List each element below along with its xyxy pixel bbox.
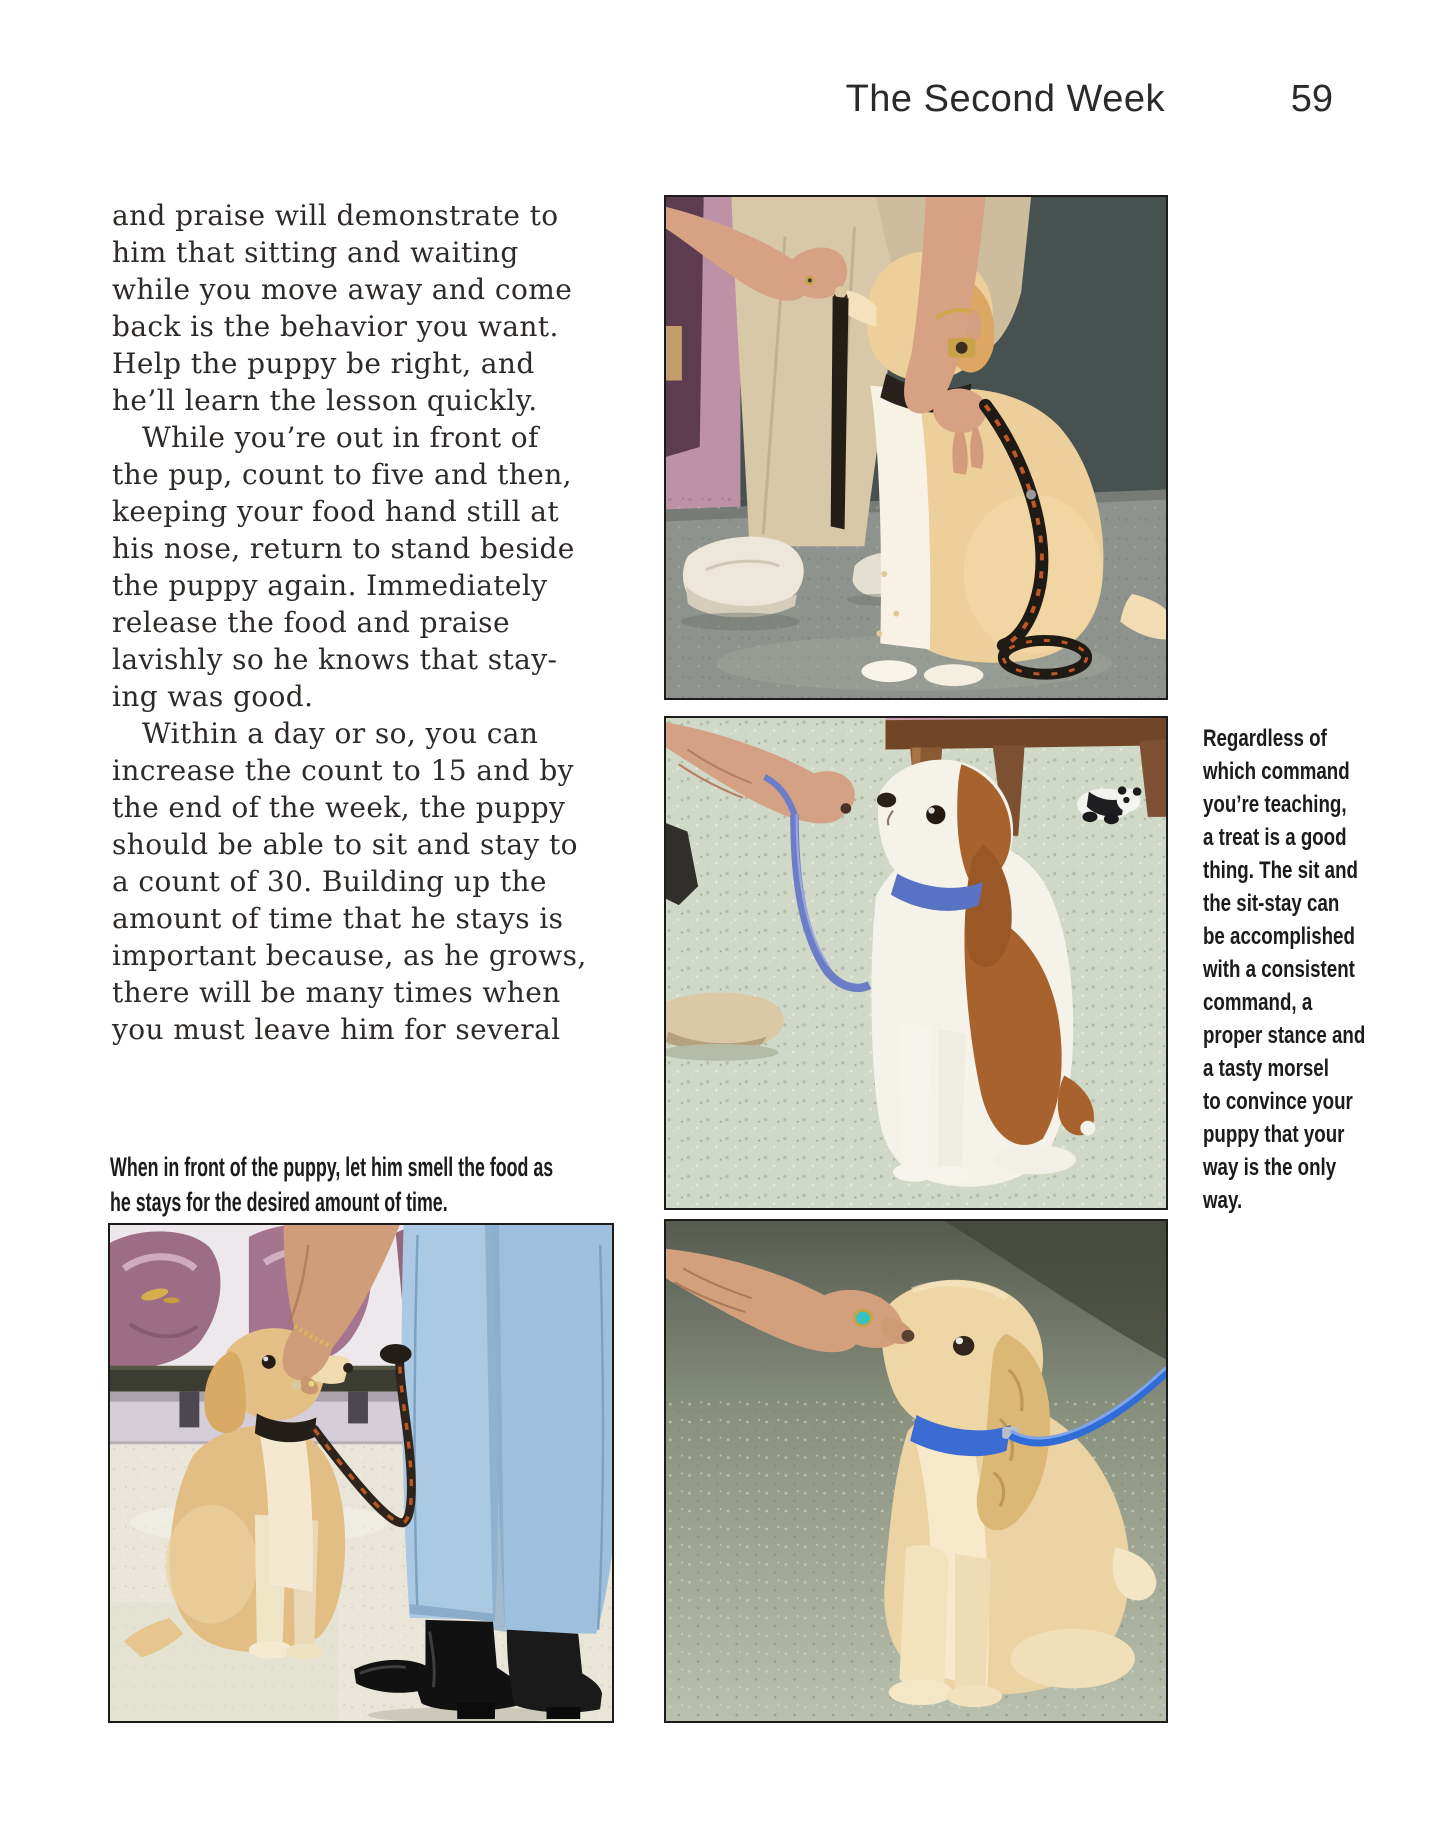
text-line: you must leave him for several (112, 1013, 561, 1046)
text-line: there will be many times when (112, 976, 561, 1009)
text-line: keeping your food hand still at (112, 495, 560, 528)
text-line: you’re teaching, (1203, 791, 1347, 818)
text-line: he stays for the desired amount of time. (110, 1187, 448, 1217)
text-line: to convince your (1203, 1088, 1353, 1115)
text-line: back is the behavior you want. (112, 310, 559, 343)
text-line: When in front of the puppy, let him smell the food as (110, 1152, 554, 1182)
paragraph (112, 197, 632, 419)
photo-bottom-left (108, 1223, 614, 1723)
text-line: a treat is a good (1203, 824, 1347, 851)
text-line: the pup, count to five and then, (112, 458, 572, 491)
text-line: command, a (1203, 989, 1313, 1016)
text-line: a count of 30. Building up the (112, 865, 547, 898)
text-line: ing was good. (112, 680, 314, 713)
text-line: he’ll learn the lesson quickly. (112, 384, 538, 417)
photo-bottom-right (664, 1219, 1168, 1723)
sidebar-note (1203, 722, 1382, 1217)
text-line: increase the count to 15 and by (112, 754, 574, 787)
page-number: 59 (1290, 78, 1333, 120)
text-line: While you’re out in front of (142, 421, 539, 454)
text-line: should be able to sit and stay to (112, 828, 578, 861)
running-header: The Second Week (845, 78, 1165, 120)
photo-caption (110, 1150, 618, 1220)
photo-top-right (664, 195, 1168, 700)
text-line: Within a day or so, you can (142, 717, 539, 750)
text-line: be accomplished (1203, 923, 1355, 950)
text-line: Regardless of (1203, 725, 1327, 752)
text-line: lavishly so he knows that stay- (112, 643, 558, 676)
text-line: release the food and praise (112, 606, 510, 639)
text-line: the sit-stay can (1203, 890, 1340, 917)
text-line: the end of the week, the puppy (112, 791, 566, 824)
text-line: way is the only (1203, 1154, 1337, 1181)
paragraph (112, 715, 632, 1048)
photo-middle-right (664, 716, 1168, 1210)
text-line: a tasty morsel (1203, 1055, 1329, 1082)
text-line: with a consistent (1203, 956, 1355, 983)
text-line: his nose, return to stand beside (112, 532, 575, 565)
text-line: puppy that your (1203, 1121, 1345, 1148)
paragraph (112, 419, 632, 715)
text-line: while you move away and come (112, 273, 573, 306)
text-line: way. (1203, 1187, 1243, 1214)
body-text (112, 197, 632, 1048)
text-line: amount of time that he stays is (112, 902, 564, 935)
text-line: him that sitting and waiting (112, 236, 519, 269)
text-line: proper stance and (1203, 1022, 1366, 1049)
text-line: the puppy again. Immediately (112, 569, 548, 602)
text-line: thing. The sit and (1203, 857, 1358, 884)
text-line: Help the puppy be right, and (112, 347, 535, 380)
text-line: important because, as he grows, (112, 939, 587, 972)
text-line: and praise will demonstrate to (112, 199, 559, 232)
text-line: which command (1203, 758, 1350, 785)
